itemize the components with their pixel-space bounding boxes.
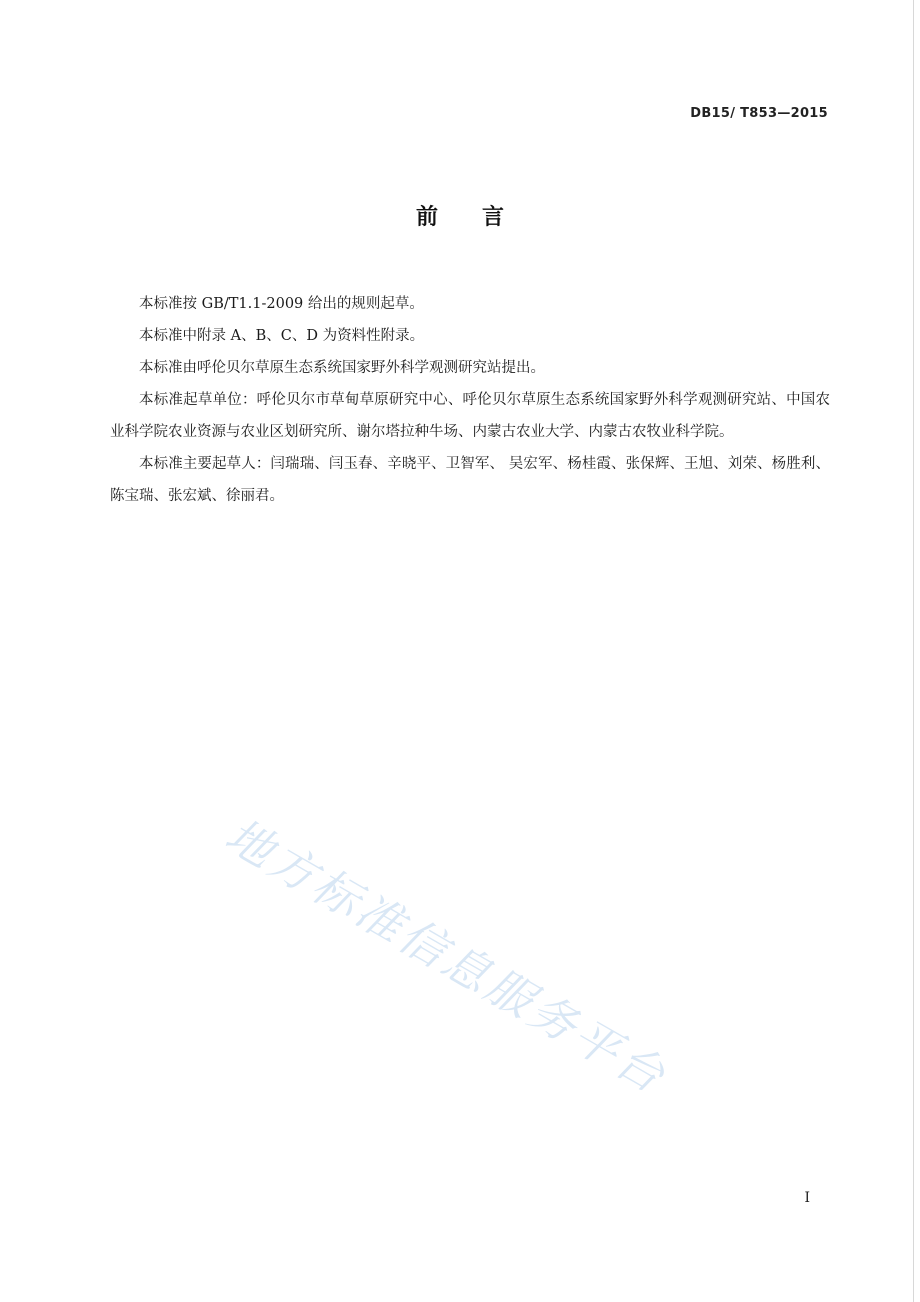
scan-edge: [913, 0, 914, 1302]
document-code: DB15/ T853—2015: [690, 106, 828, 121]
paragraph-proposer: 本标准由呼伦贝尔草原生态系统国家野外科学观测研究站提出。: [139, 360, 545, 376]
paragraph-appendices: 本标准中附录 A、B、C、D 为资料性附录。: [139, 328, 425, 344]
page-number: I: [804, 1190, 810, 1206]
paragraph-drafting-units: 本标准起草单位：呼伦贝尔市草甸草原研究中心、呼伦贝尔草原生态系统国家野外科学观测研究站、中国农业科学院农业资源与农业区划研究所、谢尔塔拉种牛场、内蒙古农业大学、内蒙古农牧业科学院。: [110, 392, 830, 440]
foreword-body: [110, 288, 830, 512]
paragraph-drafters: 本标准主要起草人：闫瑞瑞、闫玉春、辛晓平、卫智军、 吴宏军、杨桂霞、张保辉、王旭、刘荣、杨胜利、陈宝瑞、张宏斌、徐丽君。: [110, 456, 830, 504]
watermark: 地方标准信息服务平台: [216, 807, 677, 1105]
page-title: 前言: [415, 205, 548, 230]
paragraph-drafting-rules: 本标准按 GB/T1.1-2009 给出的规则起草。: [139, 296, 424, 312]
